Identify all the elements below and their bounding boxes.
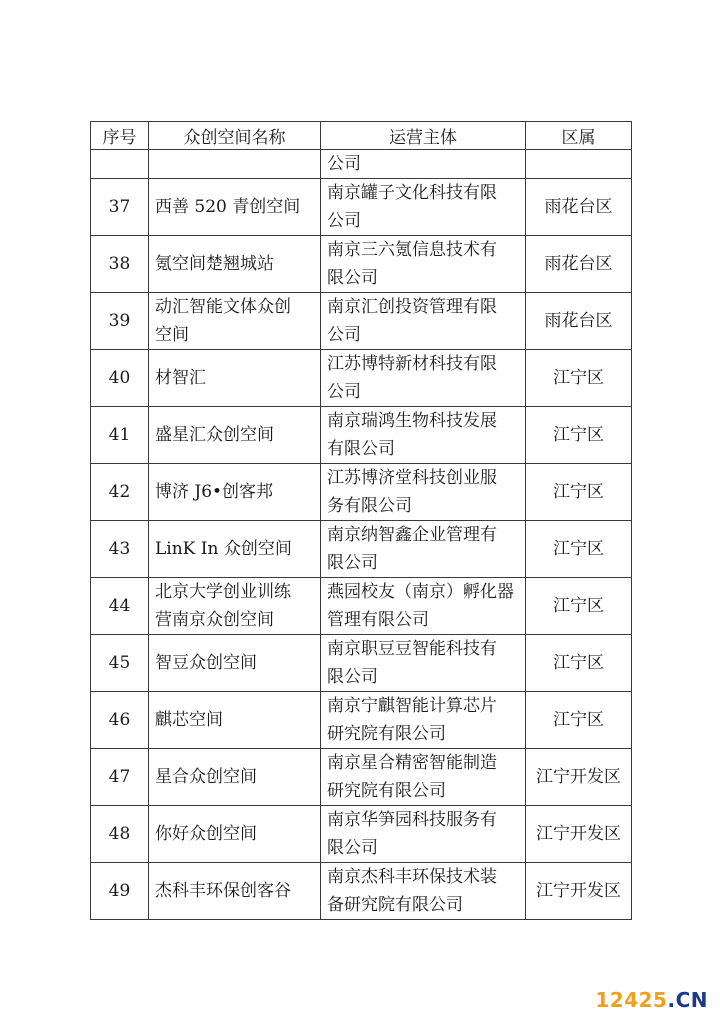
cell-org-line: 限公司 [327, 838, 378, 858]
table-row [91, 692, 632, 749]
cell-name [149, 464, 321, 521]
cell-name [149, 635, 321, 692]
cell-org [321, 521, 526, 578]
cell-org: 公司 [321, 150, 526, 179]
cell-name [149, 350, 321, 407]
cell-no: 44 [91, 578, 149, 635]
site-watermark [595, 988, 708, 1012]
incubator-table [90, 121, 632, 920]
cell-org-line: 南京职豆豆智能科技有 [327, 639, 497, 659]
cell-name [149, 863, 321, 920]
table-row [91, 749, 632, 806]
cell-org-line: 有限公司 [327, 439, 395, 459]
cell-org [321, 464, 526, 521]
cell-org-line: 南京纳智鑫企业管理有 [327, 525, 497, 545]
cell-org [321, 293, 526, 350]
cell-org-line: 江苏博特新材科技有限 [327, 354, 497, 374]
cell-name-line: 空间 [155, 325, 189, 345]
cell-area: 雨花台区 [526, 179, 632, 236]
table-row [91, 521, 632, 578]
cell-org-line: 管理有限公司 [327, 610, 429, 630]
table-row [91, 293, 632, 350]
cell-no: 43 [91, 521, 149, 578]
cell-org-line: 南京星合精密智能制造 [327, 753, 497, 773]
cell-org-line: 限公司 [327, 268, 378, 288]
cell-org-line: 南京三六氪信息技术有 [327, 240, 497, 260]
cell-name-line: 麒芯空间 [155, 710, 223, 730]
cell-area: 江宁开发区 [526, 749, 632, 806]
cell-name-line: 博济 J6•创客邦 [155, 482, 274, 502]
cell-name [149, 806, 321, 863]
cell-org-line: 备研究院有限公司 [327, 895, 463, 915]
cell-area: 江宁区 [526, 692, 632, 749]
table-row [91, 635, 632, 692]
cell-org-line: 公司 [327, 382, 361, 402]
cell-org-line: 江苏博济堂科技创业服 [327, 468, 497, 488]
table-row [91, 578, 632, 635]
cell-area [526, 150, 632, 179]
cell-org [321, 407, 526, 464]
cell-org [321, 635, 526, 692]
cell-org-line: 研究院有限公司 [327, 781, 446, 801]
cell-area: 江宁区 [526, 635, 632, 692]
cell-no: 38 [91, 236, 149, 293]
cell-name-line: 你好众创空间 [155, 824, 257, 844]
watermark-domain: .CN [667, 988, 708, 1012]
table-header-row [91, 122, 632, 150]
cell-name [149, 749, 321, 806]
cell-area: 江宁区 [526, 350, 632, 407]
cell-area: 雨花台区 [526, 293, 632, 350]
cell-org-line: 南京宁麒智能计算芯片 [327, 696, 497, 716]
cell-org-line: 研究院有限公司 [327, 724, 446, 744]
cell-name-line: 材智汇 [155, 368, 206, 388]
cell-area: 江宁区 [526, 578, 632, 635]
cell-area: 江宁区 [526, 464, 632, 521]
cell-org [321, 806, 526, 863]
cell-name [149, 179, 321, 236]
cell-org [321, 749, 526, 806]
cell-name-line: LinK In 众创空间 [155, 539, 292, 559]
header-name: 众创空间名称 [149, 122, 321, 150]
cell-area: 江宁区 [526, 521, 632, 578]
cell-name-line: 智豆众创空间 [155, 653, 257, 673]
cell-no: 41 [91, 407, 149, 464]
cell-no: 40 [91, 350, 149, 407]
cell-org-line: 限公司 [327, 553, 378, 573]
cell-name-line: 星合众创空间 [155, 767, 257, 787]
header-no: 序号 [91, 122, 149, 150]
cell-name [149, 236, 321, 293]
cell-area: 江宁开发区 [526, 806, 632, 863]
cell-org-line: 南京汇创投资管理有限 [327, 297, 497, 317]
table-row [91, 863, 632, 920]
cell-name [149, 692, 321, 749]
cell-org [321, 350, 526, 407]
cell-name-line: 营南京众创空间 [155, 610, 274, 630]
cell-area: 雨花台区 [526, 236, 632, 293]
cell-org-line: 公司 [327, 211, 361, 231]
table-row [91, 464, 632, 521]
cell-name-line: 杰科丰环保创客谷 [155, 881, 291, 901]
cell-org-line: 南京华笋园科技服务有 [327, 810, 497, 830]
cell-no [91, 150, 149, 179]
table-row [91, 407, 632, 464]
cell-name-line: 北京大学创业训练 [155, 582, 291, 602]
cell-org [321, 692, 526, 749]
cell-org-line: 限公司 [327, 667, 378, 687]
cell-name-line: 氪空间楚翘城站 [155, 254, 274, 274]
header-org: 运营主体 [321, 122, 526, 150]
cell-no: 46 [91, 692, 149, 749]
table-row [91, 179, 632, 236]
cell-no: 42 [91, 464, 149, 521]
cell-no: 45 [91, 635, 149, 692]
cell-org-line: 南京瑞鸿生物科技发展 [327, 411, 497, 431]
cell-org-line: 燕园校友（南京）孵化器 [327, 582, 514, 602]
cell-area: 江宁开发区 [526, 863, 632, 920]
cell-name-line: 盛星汇众创空间 [155, 425, 274, 445]
cell-org [321, 179, 526, 236]
cell-org-line: 务有限公司 [327, 496, 412, 516]
header-area: 区属 [526, 122, 632, 150]
cell-name-line: 西善 520 青创空间 [155, 197, 301, 217]
cell-org-line: 公司 [327, 325, 361, 345]
table-row-continued [91, 150, 632, 179]
table-row [91, 806, 632, 863]
cell-org-line: 南京杰科丰环保技术装 [327, 867, 497, 887]
cell-name [149, 293, 321, 350]
cell-name [149, 407, 321, 464]
cell-no: 39 [91, 293, 149, 350]
cell-org [321, 863, 526, 920]
cell-org-line: 南京罐子文化科技有限 [327, 183, 497, 203]
table-row [91, 236, 632, 293]
cell-name [149, 150, 321, 179]
cell-name [149, 521, 321, 578]
cell-org [321, 236, 526, 293]
cell-area: 江宁区 [526, 407, 632, 464]
cell-no: 37 [91, 179, 149, 236]
cell-no: 49 [91, 863, 149, 920]
table-row [91, 350, 632, 407]
cell-no: 48 [91, 806, 149, 863]
cell-name-line: 动汇智能文体众创 [155, 297, 291, 317]
cell-no: 47 [91, 749, 149, 806]
cell-name [149, 578, 321, 635]
cell-org [321, 578, 526, 635]
watermark-number: 12425 [595, 988, 668, 1012]
